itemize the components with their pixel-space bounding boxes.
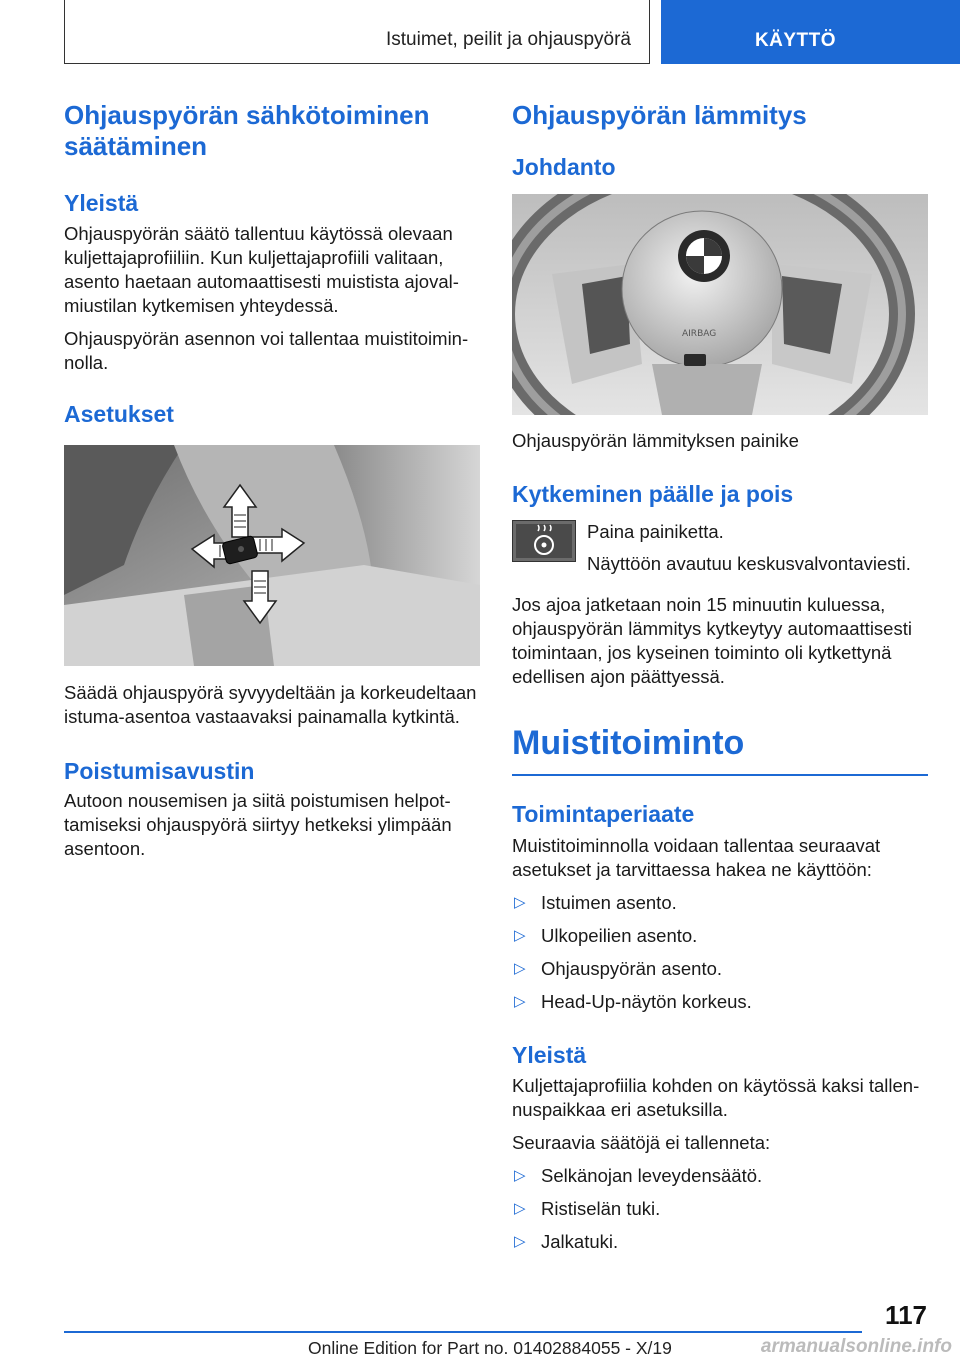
principle-heading: Toimintaperiaate <box>512 800 695 827</box>
header-section-title: Istuimet, peilit ja ohjauspyörä <box>385 29 631 50</box>
steering-wheel-heating-icon <box>512 520 576 562</box>
list-item: ▷ Ristiselän tuki. <box>514 1197 661 1219</box>
right-section-title: Ohjauspyörän lämmitys <box>512 100 807 130</box>
heating-step-1: Paina painiketta. <box>587 521 724 542</box>
memory-function-title: Muistitoiminto <box>512 724 745 762</box>
triangle-bullet-icon: ▷ <box>514 1232 526 1250</box>
right-column <box>512 100 928 1254</box>
principle-list <box>512 891 928 1014</box>
left-general-heading: Yleistä <box>64 190 139 216</box>
right-general-paragraph-1: Kuljettajaprofiilia kohden on käytössä kaksi tallennuspaikkaa eri asetuksilla. <box>512 1074 920 1120</box>
list-item: ▷ Jalkatuki. <box>514 1230 619 1252</box>
left-general-paragraph-2: Ohjauspyörän asennon voi tallentaa muistitoiminnolla. <box>64 328 469 373</box>
triangle-bullet-icon: ▷ <box>514 926 526 944</box>
right-general-heading: Yleistä <box>512 1041 587 1068</box>
header-section-box <box>64 0 650 64</box>
triangle-bullet-icon: ▷ <box>514 893 526 911</box>
list-item: ▷ Head-Up-näytön korkeus. <box>514 990 752 1012</box>
heating-button-step <box>512 520 928 592</box>
memory-title-underline <box>512 774 928 776</box>
page-number: 117 <box>885 1300 927 1330</box>
list-item: ▷ Selkänojan leveydensäätö. <box>514 1164 763 1186</box>
steering-wheel-illustration <box>512 194 928 415</box>
left-settings-heading: Asetukset <box>64 401 174 427</box>
not-saved-list <box>512 1164 928 1254</box>
footer-edition-text: Online Edition for Part no. 01402884055 - X/19 <box>308 1338 672 1358</box>
left-column <box>64 100 480 861</box>
right-intro-heading: Johdanto <box>512 154 616 180</box>
right-general-paragraph-2: Seuraavia säätöjä ei tallenneta: <box>512 1131 771 1153</box>
header-chapter-tab[interactable] <box>661 0 960 64</box>
triangle-bullet-icon: ▷ <box>514 959 526 977</box>
triangle-bullet-icon: ▷ <box>514 992 526 1010</box>
list-item: ▷ Ohjauspyörän asento. <box>514 957 723 979</box>
header-chapter-label: KÄYTTÖ <box>754 30 837 51</box>
svg-text:AIRBAG: AIRBAG <box>682 329 717 339</box>
right-onoff-paragraph: Jos ajoa jatketaan noin 15 minuutin kuluessa, ohjauspyörän lämmitys kytkeytyy automaattisesti toimintaan, jos kyseinen toiminto oli kytkettynä edellisen ajon päättyessä. <box>512 594 912 687</box>
steering-wheel-heating-figure <box>512 194 928 415</box>
left-section-title: Ohjauspyörän sähkötoiminen säätäminen <box>64 100 430 161</box>
left-settings-caption: Säädä ohjauspyörä syvyydeltään ja korkeudeltaan istuma-asentoa vastaavaksi painamalla kytkintä. <box>64 682 477 727</box>
footer-rule <box>64 1331 862 1333</box>
steering-column-switch-illustration <box>64 445 480 666</box>
list-item: ▷ Istuimen asento. <box>514 891 677 913</box>
triangle-bullet-icon: ▷ <box>514 1199 526 1217</box>
left-exit-heading: Poistumisavustin <box>64 758 255 784</box>
list-item: ▷ Ulkopeilien asento. <box>514 924 698 946</box>
principle-paragraph: Muistitoiminnolla voidaan tallentaa seuraavat asetukset ja tarvittaessa hakea ne käyttöön: <box>512 834 881 880</box>
heating-step-2: Näyttöön avautuu keskusvalvontaviesti. <box>587 553 911 574</box>
steering-wheel-heating-button[interactable] <box>512 520 576 562</box>
right-intro-caption: Ohjauspyörän lämmityksen painike <box>512 430 799 451</box>
steering-column-switch-figure <box>64 445 480 666</box>
heating-step-text <box>587 520 928 576</box>
triangle-bullet-icon: ▷ <box>514 1166 526 1184</box>
left-general-paragraph-1: Ohjauspyörän säätö tallentuu käytössä olevaan kuljettajaprofiiliin. Kun kuljettajaprofiili valitaan, asento haetaan automaattisesti muistista ajovalmiustilan kytkemisen yhteydessä. <box>64 223 459 316</box>
right-onoff-heading: Kytkeminen päälle ja pois <box>512 481 794 507</box>
watermark-text: armanualsonline.info <box>760 1336 952 1357</box>
left-exit-paragraph: Autoon nousemisen ja siitä poistumisen helpottamiseksi ohjauspyörä siirtyy hetkeksi ylimpään asentoon. <box>64 790 452 859</box>
